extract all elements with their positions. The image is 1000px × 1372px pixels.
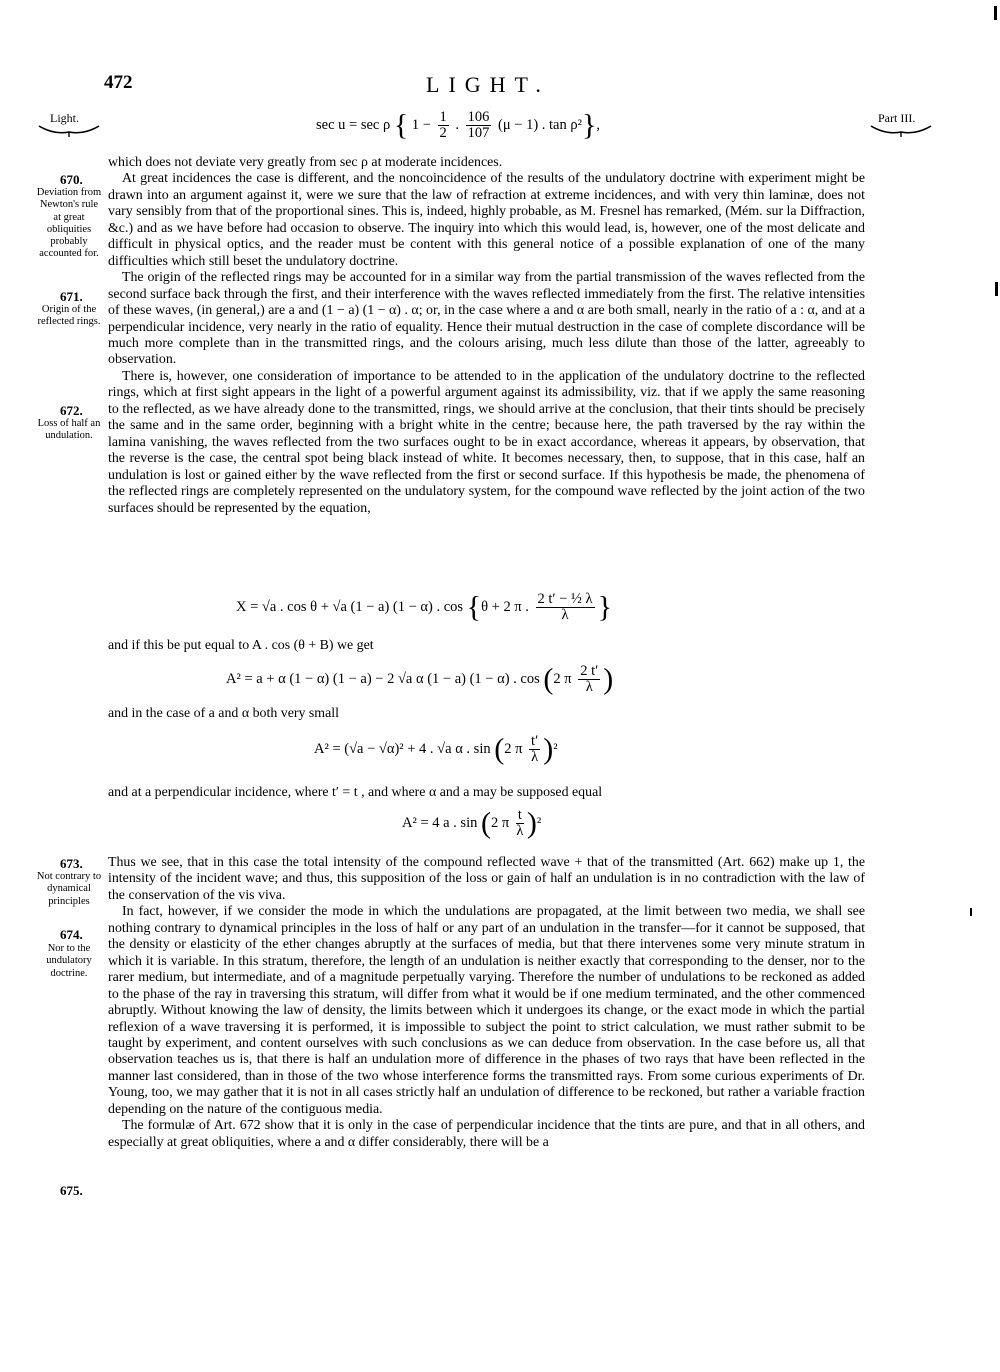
eq-sec-frac2-den: 107 <box>467 125 490 141</box>
paragraph-perp: and at a perpendicular incidence, where t′ = t , and where α and a may be supposed equal <box>108 785 603 800</box>
paragraph-673: Thus we see, that in this case the total intensity of the compound reflected wave + that of the transmitted (Art. 662) make up 1, the intensity of the incident wave; and thus, this supposition of the loss or gain of half an undulation is in no contradiction with the law of the conservation of the vis viva. <box>108 855 865 903</box>
eq-sec-frac1-den: 2 <box>439 125 447 141</box>
margin-note-674: Nor to the undulatory doctrine. <box>46 943 92 979</box>
article-number-675: 675. <box>60 1183 83 1198</box>
article-number-672: 672. <box>60 403 83 418</box>
eq-sec-frac2-num: 106 <box>467 109 490 125</box>
eq-a2-lhs: A² = (√a − √α)² + 4 . √a α . sin <box>314 740 491 757</box>
eq-x-lhs: X = √a . cos θ + √a (1 − a) (1 − α) . cos <box>236 598 464 615</box>
eq-a1-den: λ <box>585 679 593 695</box>
eq-sec-frac1 <box>438 110 449 141</box>
eq-a1-num: 2 t′ <box>580 663 599 679</box>
scan-edge-mark <box>970 908 972 916</box>
equation-a2: A² = (√a − √α)² + 4 . √a α . sin (2 π $\frac{t'}{\lambda}$ )² <box>314 732 558 766</box>
text-block-1 <box>108 155 865 517</box>
scan-edge-mark <box>995 282 998 296</box>
eq-a3-frac <box>516 808 524 839</box>
right-brace-icon <box>870 124 932 138</box>
running-head-left: Light. <box>50 111 79 125</box>
margin-note-670: Deviation from Newton's rule at great obliquities probably accounted for. <box>36 187 102 260</box>
scan-edge-mark <box>994 6 997 20</box>
eq-a2-num: t′ <box>531 733 539 749</box>
eq-a3-den: λ <box>516 823 524 839</box>
eq-a2-frac <box>529 734 540 765</box>
page-number: 472 <box>104 72 133 93</box>
left-brace-icon <box>38 124 100 138</box>
paragraph-670: At great incidences the case is different, and the noncoincidence of the results of the undulatory doctrine with experiment might be drawn into an argument against it, were we sure that the law of refraction at extreme incidences, and with very thin laminæ, does not vary sensibly from that of the proportional sines. This is, indeed, highly probable, as M. Fresnel has remarked, (Mém. sur la Diffraction, &c.) and as we have before had occasion to observe. The inquiry into which this would lead, is, however, one of the most delicate and difficult in physical optics, and the reader must be content with this general notice of a possible explanation of one of the many difficulties which still beset the undulatory doctrine. <box>108 171 865 269</box>
eq-x-frac <box>536 592 595 623</box>
text-block-2 <box>108 855 865 1151</box>
margin-note-671: Origin of the reflected rings. <box>37 304 101 328</box>
eq-x-inner: θ + 2 π . <box>481 598 529 615</box>
text-perp <box>108 785 865 801</box>
eq-x-num: 2 t′ − ½ λ <box>537 591 593 607</box>
page-title: LIGHT. <box>426 72 550 97</box>
paragraph-672: There is, however, one consideration of importance to be attended to in the application of the undulatory doctrine to the reflected rings, which at first sight appears in the light of a powerful argument against its admissibility, viz. that if we apply the same reasoning to the reflected, as we have already done to the transmitted, rings, we should arrive at the conclusion, that their tints should be precisely the same and in the same order, beginning with a bright white in the centre; because here, the path traversed by the ray within the lamina vanishing, the waves reflected from the two surfaces ought to be in exact accordance, whereas it appears, by observation, that the reverse is the case, the central spot being black instead of white. It becomes necessary, then, to suppose, that in this case, half an undulation is lost or gained either by the wave reflected from the first or second surface. If this hypothesis be made, the phenomena of the reflected rings are completely represented on the undulatory system, for the compound wave reflected by the joint action of the two surfaces should be represented by the equation, <box>108 368 865 516</box>
article-number-673: 673. <box>60 856 83 871</box>
paragraph-675: The formulæ of Art. 672 show that it is only in the case of perpendicular incidence that the tints are pure, and that in all others, and especially at great obliquities, where a and α differ considerably, there will be a <box>108 1118 865 1150</box>
eq-a1-lhs: A² = a + α (1 − α) (1 − a) − 2 √a α (1 − a) (1 − α) . cos <box>226 670 540 687</box>
equation-a1: A² = a + α (1 − α) (1 − a) − 2 √a α (1 − a) (1 − α) . cos (2 π $\frac{2 t'}{\lambda}$ ) <box>226 662 614 696</box>
paragraph-671: The origin of the reflected rings may be accounted for in a similar way from the partial transmission of the waves reflected from the second surface back through the first, and their interference with the waves reflected immediately from the first. The relative intensities of these waves, (in general,) are a and (1 − a) (1 − α) . α; or, in the case where a and α are both small, nearly in the ratio of a : α, and at a perpendicular incidence, very nearly in the ratio of equality. Hence their mutual destruction in the case of complete discordance will be much more complete than in the transmitted rings, and the colours arising, much less dilute than those of the latter, agreeably to observation. <box>108 270 865 368</box>
eq-a3-in: 2 π <box>490 814 510 831</box>
paragraph-if: and if this be put equal to A . cos (θ + B) we get <box>108 638 374 653</box>
paragraph-deviate: which does not deviate very greatly from sec ρ at moderate incidences. <box>108 155 503 170</box>
margin-note-672: Loss of half an undulation. <box>37 418 101 442</box>
article-number-670: 670. <box>60 172 83 187</box>
eq-a3-lhs: A² = 4 a . sin <box>402 814 478 831</box>
running-head-right: Part III. <box>878 111 916 125</box>
eq-sec-lhs: sec u = sec ρ <box>316 116 391 133</box>
margin-note-673: Not contrary to dynamical principles <box>36 871 102 907</box>
eq-a1-in: 2 π <box>553 670 572 687</box>
paragraph-674: In fact, however, if we consider the mode in which the undulations are propagated, at the limit between two media, we shall see nothing contrary to dynamical principles in the loss of half or any part of an undulation in the transfer—for it cannot be supposed, that the density or elasticity of the ether changes abruptly at the surfaces of media, but that there intervenes some very minute stratum in which it is variable. In this stratum, therefore, the length of an undulation is neither exactly that corresponding to the denser, nor to the rarer medium, but intermediate, and of a magnitude perpetually varying. Therefore the number of undulations to be reckoned as added to the phase of the ray in traversing this stratum, will differ from what it would be if one medium terminated, and the other commenced abruptly. Without knowing the law of density, the limits between which it undergoes its change, or the exact mode in which the partial reflexion of a wave traversing it is performed, it is impossible to subject the point to strict calculation, we must rather submit to be taught by experiment, and content ourselves with such conclusions as we can deduce from observation. In the case before us, all that observation teaches us is, that there is half an undulation more of difference in the phases of two rays that have been reflected in the manner last considered, than in those of the two whose interference forms the transmitted rays. From some curious experiments of Dr. Young, too, we may gather that it is not in all cases strictly half an undulation of difference to be reckoned, but rather a variable fraction depending on the nature of the contiguous media. <box>108 904 865 1117</box>
article-number-674: 674. <box>60 927 83 942</box>
eq-sec-tail: (μ − 1) . tan ρ² <box>498 116 582 133</box>
eq-sec-frac1-num: 1 <box>439 109 447 125</box>
equation-sec-u: sec u = sec ρ { 1 − $\frac{1}{2}$ . $\frac{106}{107}$ (μ − 1) . tan ρ²}, <box>316 108 600 142</box>
eq-x-den: λ <box>561 607 569 623</box>
equation-x: X = √a . cos θ + √a (1 − a) (1 − α) . cos {θ + 2 π . $\frac{\text{2 t′ − ½ λ}}{\lambda}$ } <box>236 590 612 624</box>
eq-a2-den: λ <box>531 749 539 765</box>
article-number-671: 671. <box>60 289 83 304</box>
eq-a3-num: t <box>517 807 522 823</box>
eq-sec-frac2 <box>466 110 492 141</box>
text-if <box>108 638 865 654</box>
equation-a3: A² = 4 a . sin (2 π $\frac{t}{\lambda}$ )² <box>402 806 542 840</box>
text-small <box>108 706 865 722</box>
eq-a1-frac <box>578 664 600 695</box>
paragraph-small: and in the case of a and α both very small <box>108 706 339 721</box>
eq-a2-in: 2 π <box>504 740 523 757</box>
